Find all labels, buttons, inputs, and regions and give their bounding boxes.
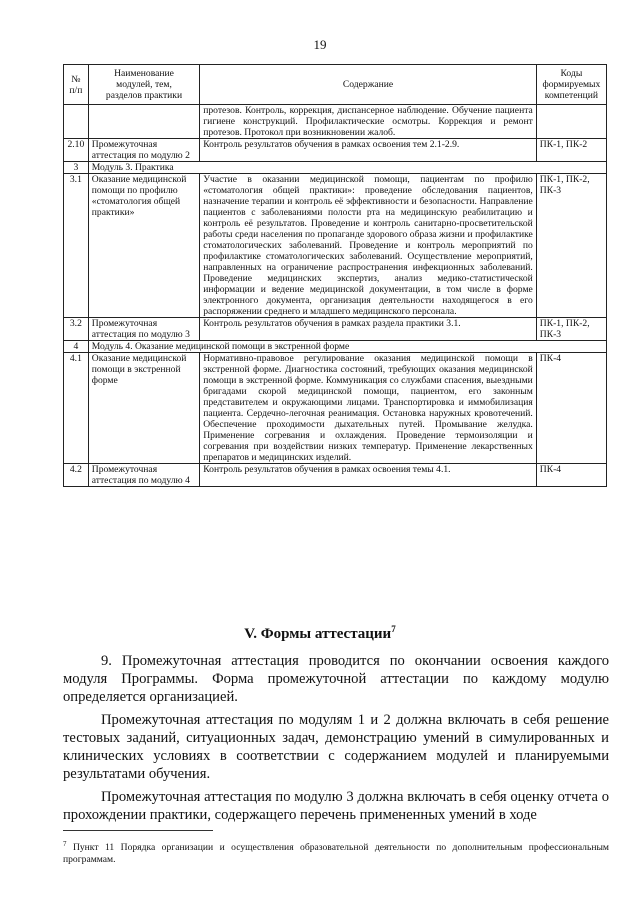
paragraph: 9. Промежуточная аттестация проводится по окончании освоения каждого модуля Программы. Форма промежуточной аттестации по каждому модулю определяется организацией. <box>63 653 609 705</box>
module-title: Модуль 3. Практика <box>88 162 606 174</box>
row-name: Промежуточная аттестация по модулю 4 <box>88 464 199 487</box>
header-content: Содержание <box>200 65 537 105</box>
row-content: Контроль результатов обучения в рамках освоения темы 4.1. <box>200 464 537 487</box>
row-name: Промежуточная аттестация по модулю 3 <box>88 318 199 341</box>
section-heading <box>0 624 640 643</box>
row-number: 3.2 <box>64 318 89 341</box>
footnote-text: Пункт 11 Порядка организации и осуществления образовательной деятельности по дополнительным профессиональным программам. <box>63 842 609 866</box>
modules-table <box>63 64 607 487</box>
header-competency-codes: Коды формируемых компетенций <box>536 65 606 105</box>
row-name: Промежуточная аттестация по модулю 2 <box>88 139 199 162</box>
section-title: V. Формы аттестации <box>244 626 392 642</box>
row-content: Контроль результатов обучения в рамках освоения тем 2.1-2.9. <box>200 139 537 162</box>
body-text <box>63 652 609 829</box>
footnote-reference: 7 <box>391 624 396 634</box>
module-number: 4 <box>64 341 89 353</box>
row-codes: ПК-1, ПК-2, ПК-3 <box>536 174 606 318</box>
footnote <box>63 838 609 866</box>
table-row <box>64 105 607 139</box>
module-title: Модуль 4. Оказание медицинской помощи в экстренной форме <box>88 341 606 353</box>
row-codes: ПК-4 <box>536 464 606 487</box>
table-row <box>64 318 607 341</box>
table-header-row <box>64 65 607 105</box>
row-number: 4.2 <box>64 464 89 487</box>
paragraph: Промежуточная аттестация по модулям 1 и 2 должна включать в себя решение тестовых заданий, ситуационных задач, демонстрацию умений в симулированных и клинических условиях в соответствии с содержанием модулей и планируемыми результатами обучения. <box>63 712 609 782</box>
row-name: Оказание медицинской помощи в экстренной форме <box>88 353 199 464</box>
row-content: протезов. Контроль, коррекция, диспансерное наблюдение. Обучение пациента гигиене конструкций. Профилактические осмотры. Коррекция и ремонт протезов. Протокол при возникновении жалоб. <box>200 105 537 139</box>
paragraph: Промежуточная аттестация по модулю 3 должна включать в себя оценку отчета о прохождении практики, содержащего перечень примененных умений в ходе <box>63 789 609 823</box>
module-number: 3 <box>64 162 89 174</box>
row-content: Нормативно-правовое регулирование оказания медицинской помощи в экстренной форме. Диагностика состояний, требующих оказания медицинской помощи в экстренной форме. Коммуникация со службами спасения, выездными бригадами скорой медицинской помощи, пациентом, его законным представителем и окружающими лицами. Транспортировка и иммобилизация пациента. Сердечно-легочная реанимация. Остановка наружных кровотечений. Обеспечение проходимости дыхательных путей. Промывание желудка. Применение согревания и охлаждения. Проведение термоизоляции и согревания при воздействии низких температур. Применение лекарственных препаратов и медицинских изделий. <box>200 353 537 464</box>
table-row <box>64 139 607 162</box>
header-number: № п/п <box>64 65 89 105</box>
row-content: Участие в оказании медицинской помощи, пациентам по профилю «стоматология общей практики»: проведение обследования пациентов, назначение терапии и контроль её эффективности и безопасности. Направление пациентов с заболеваниями полости рта на медицинскую реабилитацию и контроль её результатов. Проведение и контроль санитарно-просветительской работы среди населения по пропаганде здорового образа жизни и профилактике стоматологических заболеваний. Проведение и контроль мероприятий по профилактике стоматологических заболеваний. Осуществление мероприятий, направленных на ограничение распространения инфекционных заболеваний. Проведение медицинских экспертиз, анализ медико-статистической информации и ведение медицинской документации, в том числе в форме электронного документа, организация деятельности находящегося в его распоряжении среднего и младшего медицинского персонала. <box>200 174 537 318</box>
module-heading-row <box>64 341 607 353</box>
table-row <box>64 353 607 464</box>
row-codes: ПК-1, ПК-2, ПК-3 <box>536 318 606 341</box>
row-number: 3.1 <box>64 174 89 318</box>
page-number: 19 <box>313 37 327 52</box>
row-number: 2.10 <box>64 139 89 162</box>
table-row <box>64 174 607 318</box>
footnote-divider <box>63 830 213 831</box>
footnote-mark: 7 <box>63 840 67 848</box>
row-codes: ПК-1, ПК-2 <box>536 139 606 162</box>
row-codes: ПК-4 <box>536 353 606 464</box>
row-name: Оказание медицинской помощи по профилю «стоматология общей практики» <box>88 174 199 318</box>
row-content: Контроль результатов обучения в рамках раздела практики 3.1. <box>200 318 537 341</box>
header-module-name: Наименование модулей, тем, разделов практики <box>88 65 199 105</box>
module-heading-row <box>64 162 607 174</box>
table-row <box>64 464 607 487</box>
row-number: 4.1 <box>64 353 89 464</box>
